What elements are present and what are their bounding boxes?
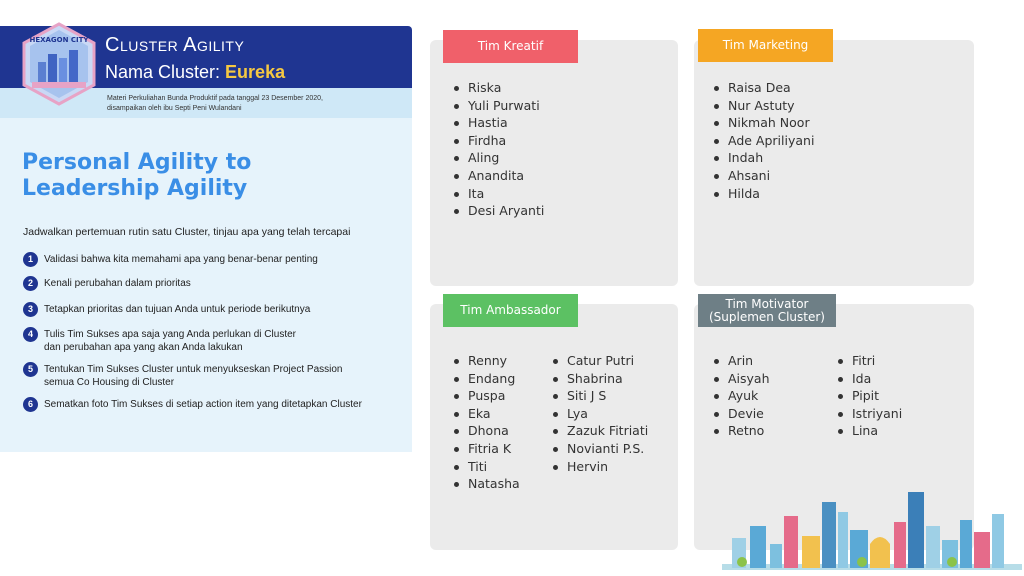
team-member: Yuli Purwati	[454, 97, 544, 115]
team-member: Ita	[454, 185, 544, 203]
team-member: Zazuk Fitriati	[553, 422, 648, 440]
page-title-line-2: Leadership Agility	[22, 176, 248, 201]
team-member: Catur Putri	[553, 352, 648, 370]
team-member: Natasha	[454, 475, 520, 493]
step-number: 4	[23, 327, 38, 342]
cluster-name: Eureka	[225, 62, 286, 82]
team-member: Pipit	[838, 387, 902, 405]
team-member: Firdha	[454, 132, 544, 150]
cluster-subtitle	[105, 62, 285, 83]
team-member: Aisyah	[714, 370, 770, 388]
cluster-title: Cluster Agility	[105, 34, 245, 56]
team-member: Lina	[838, 422, 902, 440]
step-text: Tentukan Tim Sukses Cluster untuk menyukseskan Project Passion semua Co Housing di Cluster	[44, 364, 343, 388]
team-member: Siti J S	[553, 387, 648, 405]
step-text: Kenali perubahan dalam prioritas	[44, 278, 191, 289]
page-title-line-1: Personal Agility to	[22, 150, 252, 175]
team-member: Anandita	[454, 167, 544, 185]
team-member: Endang	[454, 370, 520, 388]
team-ambassador-list-col1	[454, 352, 520, 493]
team-member: Arin	[714, 352, 770, 370]
logo-text: HEXAGON CITY	[29, 36, 89, 44]
team-member: Raisa Dea	[714, 79, 814, 97]
meta-line-1: Materi Perkuliahan Bunda Produktif pada tanggal 23 Desember 2020,	[107, 95, 323, 102]
team-member: Dhona	[454, 422, 520, 440]
team-member: Aling	[454, 149, 544, 167]
team-motivator-list-col1	[714, 352, 770, 440]
step-text: Validasi bahwa kita memahami apa yang benar-benar penting	[44, 254, 318, 265]
cluster-subtitle-prefix: Nama Cluster:	[105, 62, 226, 82]
team-member: Ahsani	[714, 167, 814, 185]
step-number: 5	[23, 362, 38, 377]
step-text: Tulis Tim Sukses apa saja yang Anda perlukan di Cluster dan perubahan apa yang akan Anda lakukan	[44, 329, 296, 353]
step-number: 3	[23, 302, 38, 317]
team-member: Shabrina	[553, 370, 648, 388]
meta-line-2: disampaikan oleh ibu Septi Peni Wulandani	[107, 105, 242, 112]
team-member: Fitria K	[454, 440, 520, 458]
team-member: Devie	[714, 405, 770, 423]
step-text: Sematkan foto Tim Sukses di setiap action item yang ditetapkan Cluster	[44, 399, 362, 410]
team-member: Nikmah Noor	[714, 114, 814, 132]
step-3	[23, 302, 408, 317]
step-text: Tetapkan prioritas dan tujuan Anda untuk periode berikutnya	[44, 304, 311, 315]
team-motivator-label: Tim Motivator (Suplemen Cluster)	[698, 294, 836, 327]
team-marketing-list	[714, 79, 814, 202]
team-marketing-label: Tim Marketing	[698, 29, 833, 62]
team-member: Riska	[454, 79, 544, 97]
step-5	[23, 362, 408, 389]
team-member: Titi	[454, 458, 520, 476]
step-number: 1	[23, 252, 38, 267]
team-member: Indah	[714, 149, 814, 167]
team-member: Puspa	[454, 387, 520, 405]
team-member: Hastia	[454, 114, 544, 132]
team-member: Lya	[553, 405, 648, 423]
team-kreatif-list	[454, 79, 544, 220]
step-6	[23, 397, 408, 412]
team-ambassador-label: Tim Ambassador	[443, 294, 578, 327]
team-ambassador-list-col2	[553, 352, 648, 475]
team-member: Ade Apriliyani	[714, 132, 814, 150]
team-member: Nur Astuty	[714, 97, 814, 115]
step-number: 2	[23, 276, 38, 291]
team-member: Hervin	[553, 458, 648, 476]
step-4	[23, 327, 408, 354]
team-member: Novianti P.S.	[553, 440, 648, 458]
team-kreatif-label: Tim Kreatif	[443, 30, 578, 63]
meta-text	[107, 94, 407, 114]
step-1	[23, 252, 408, 267]
team-member: Istriyani	[838, 405, 902, 423]
team-motivator-list-col2	[838, 352, 902, 440]
team-member: Eka	[454, 405, 520, 423]
team-member: Desi Aryanti	[454, 202, 544, 220]
page-title	[22, 150, 352, 202]
team-member: Ayuk	[714, 387, 770, 405]
team-member: Ida	[838, 370, 902, 388]
step-2	[23, 276, 408, 291]
city-skyline-illustration	[722, 486, 1022, 570]
team-member: Fitri	[838, 352, 902, 370]
team-member: Renny	[454, 352, 520, 370]
step-number: 6	[23, 397, 38, 412]
team-member: Hilda	[714, 185, 814, 203]
team-member: Retno	[714, 422, 770, 440]
hexagon-city-logo	[22, 22, 96, 106]
intro-text: Jadwalkan pertemuan rutin satu Cluster, tinjau apa yang telah tercapai	[23, 226, 351, 238]
